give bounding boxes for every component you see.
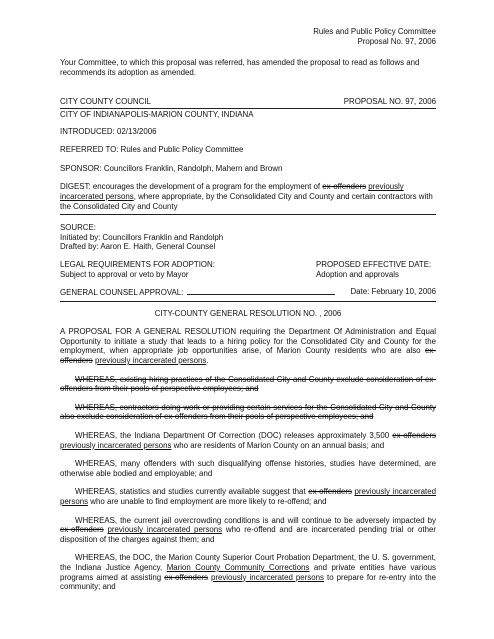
referred-to: REFERRED TO: Rules and Public Policy Committee bbox=[60, 145, 244, 155]
divider bbox=[60, 108, 436, 109]
struck-text: ex-offenders bbox=[322, 182, 367, 192]
source-label: SOURCE: bbox=[60, 223, 96, 233]
legal-value: Subject to approval or veto by Mayor bbox=[60, 269, 189, 279]
whereas-clause-3: WHEREAS, the Indiana Department Of Correction (DOC) releases approximately 3,500 ex-offenders previously incarcerated persons who are residents of Marion County on an annual basis; and bbox=[60, 431, 436, 450]
committee-name: Rules and Public Policy Committee bbox=[313, 27, 436, 36]
struck-text: ex-offenders bbox=[60, 346, 436, 366]
whereas-clause-4: WHEREAS, many offenders with such disqualifying offense histories, studies have determined, are otherwise able bodied and employable; and bbox=[60, 459, 436, 478]
signature-line bbox=[187, 287, 335, 295]
proposal-paragraph: A PROPOSAL FOR A GENERAL RESOLUTION requiring the Department Of Administration and Equal Opportunity to initiate a study that leads to a hiring policy for the Consolidated City and County for the employment, when appropriate job opportunities arise, of Marion County residents who are also ex-offenders previously incarcerated persons. bbox=[60, 327, 436, 366]
effective-date-value: Adoption and approvals bbox=[316, 269, 399, 279]
approval-date: Date: February 10, 2006 bbox=[350, 287, 436, 297]
drafted-by: Drafted by: Aaron E. Haith, General Counsel bbox=[60, 242, 216, 252]
inserted-text: previously incarcerated persons bbox=[107, 525, 223, 535]
council-name: CITY COUNTY COUNCIL bbox=[60, 97, 151, 107]
intro-paragraph: Your Committee, to which this proposal was referred, has amended the proposal to read as follows and recommends its adoption as amended. bbox=[60, 58, 420, 77]
underlined-text: Marion County Community Corrections bbox=[166, 562, 310, 572]
divider bbox=[60, 301, 436, 302]
whereas-clause-1: WHEREAS, existing hiring practices of the Consolidated City and County exclude consideration of ex-offenders from their pools of perspective employees; and bbox=[60, 374, 436, 394]
legal-requirements bbox=[60, 260, 436, 279]
city-name: CITY OF INDIANAPOLIS-MARION COUNTY, INDIANA bbox=[60, 109, 254, 119]
resolution-title: CITY-COUNTY GENERAL RESOLUTION NO. , 2006 bbox=[154, 308, 342, 318]
proposal-number-header: Proposal No. 97, 2006 bbox=[357, 36, 436, 46]
whereas-clause-2: WHEREAS, contractors doing work or providing certain services for the Consolidated City and County also exclude consideration of ex-offenders from their pools of perspective employees; and bbox=[60, 402, 436, 422]
inserted-text: previously incarcerated persons bbox=[60, 487, 436, 506]
legal-label: LEGAL REQUIREMENTS FOR ADOPTION: bbox=[60, 259, 215, 269]
counsel-label: GENERAL COUNSEL APPROVAL: bbox=[60, 288, 184, 298]
divider bbox=[60, 214, 436, 215]
struck-text: ex-offenders bbox=[392, 431, 436, 441]
inserted-text: previously incarcerated persons bbox=[94, 356, 207, 366]
whereas-clause-5: WHEREAS, statistics and studies currently available suggest that ex-offenders previously incarcerated persons who are unable to find employment are more likely to re-offend; and bbox=[60, 487, 436, 506]
source-block bbox=[60, 223, 436, 252]
inserted-text: previously incarcerated persons bbox=[210, 572, 324, 582]
whereas-clause-6: WHEREAS, the current jail overcrowding conditions is and will continue to be adversely impacted by ex-offenders previously incarcerated persons who re-offend and are incarcerated pending trial or other disposition of the charges against them; and bbox=[60, 515, 436, 544]
struck-text: ex-offenders bbox=[164, 572, 208, 582]
inserted-text: previously incarcerated persons bbox=[60, 440, 172, 450]
council-block bbox=[60, 97, 436, 119]
committee-header bbox=[60, 27, 436, 46]
introduced-date: INTRODUCED: 02/13/2006 bbox=[60, 126, 157, 136]
proposal-number: PROPOSAL NO. 97, 2006 bbox=[343, 97, 436, 107]
whereas-clause-7: WHEREAS, the DOC, the Marion County Superior Court Probation Department, the U. S. government, the Indiana Justice Agency, Marion County Community Corrections and private entities have various programs aimed at assisting ex-offenders previously incarcerated persons to prepare for re-entry into the community; and bbox=[60, 553, 436, 592]
digest: DIGEST: encourages the development of a program for the employment of ex-offenders previously incarcerated persons, where appropriate, by the Consolidated City and County and certain contractors with the Consolidated City and County bbox=[60, 182, 433, 211]
effective-date-label: PROPOSED EFFECTIVE DATE: bbox=[316, 259, 432, 269]
struck-text: ex-offenders bbox=[308, 487, 352, 497]
sponsor: SPONSOR: Councillors Franklin, Randolph, Mahern and Brown bbox=[60, 163, 283, 173]
counsel-approval bbox=[60, 287, 436, 298]
struck-text: ex-offenders bbox=[60, 525, 104, 535]
inserted-text: previously incarcerated persons bbox=[60, 182, 404, 201]
initiated-by: Initiated by: Councillors Franklin and Randolph bbox=[60, 232, 224, 242]
